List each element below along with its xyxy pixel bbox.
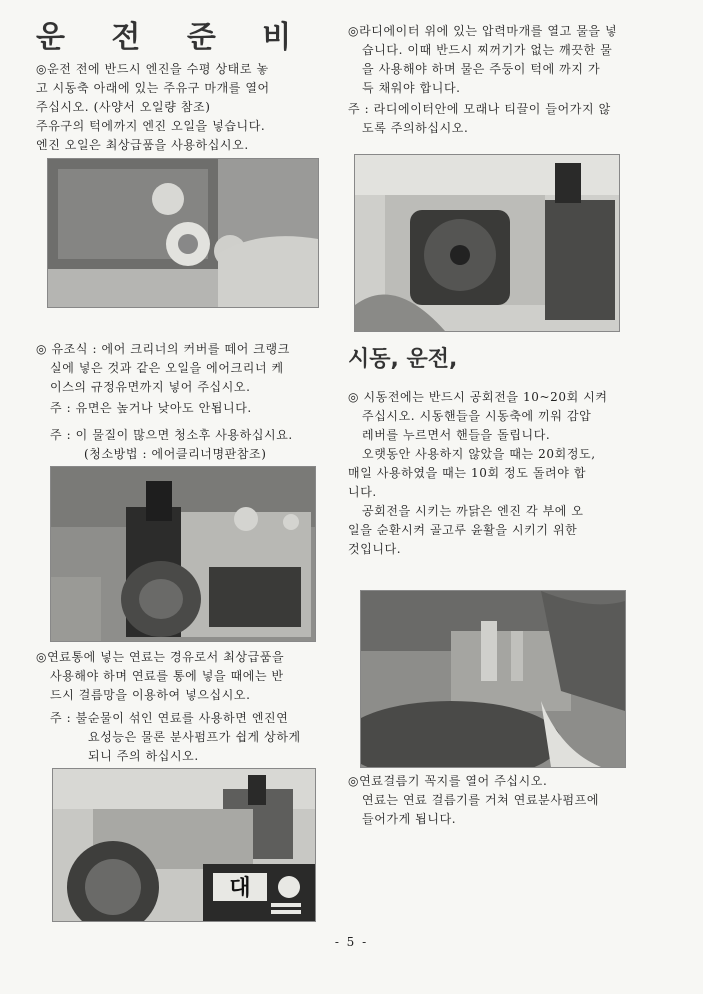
photo-oil-filler bbox=[47, 158, 319, 308]
photo-fuel-strainer bbox=[360, 590, 626, 768]
sign-text: 대 bbox=[229, 876, 251, 901]
text-line: 오랫동안 사용하지 않았을 때는 20회정도, bbox=[362, 447, 596, 461]
text-line: 습니다. 이때 반드시 찌꺼기가 없는 깨끗한 물 bbox=[362, 43, 613, 57]
text-line: 레버를 누르면서 핸들을 돌립니다. bbox=[362, 428, 551, 442]
photo-air-cleaner bbox=[50, 466, 316, 642]
fuel-section bbox=[36, 648, 336, 766]
text-line: 일을 순환시켜 골고루 윤활을 시키기 위한 bbox=[348, 523, 578, 537]
engine-oil-section bbox=[36, 60, 336, 155]
note-line: 주 : 유면은 높거나 낮아도 안됩니다. bbox=[50, 401, 252, 415]
text-line: 것입니다. bbox=[348, 542, 402, 556]
page-number: - 5 - bbox=[334, 935, 369, 949]
text-line: ◎라디에이터 위에 있는 압력마개를 열고 물을 넣 bbox=[348, 24, 618, 38]
text-line: ◎ 시동전에는 반드시 공회전을 10~20회 시켜 bbox=[348, 390, 608, 404]
photo-radiator bbox=[354, 154, 620, 332]
text-line: 주십시오. (사양서 오일량 참조) bbox=[36, 100, 211, 114]
radiator-section bbox=[348, 22, 668, 138]
text-line: 드시 걸름망을 이용하여 넣으십시오. bbox=[50, 688, 251, 702]
text-line: 엔진 오일은 최상급품을 사용하십시오. bbox=[36, 138, 249, 152]
photo-tractor-side bbox=[52, 768, 316, 922]
text-line: 득 채워야 합니다. bbox=[362, 81, 461, 95]
note-line: 주 : 불순물이 섞인 연료를 사용하면 엔진연 bbox=[50, 711, 289, 725]
note-line: 주 : 라디에이터안에 모래나 티끌이 들어가지 않 bbox=[348, 102, 611, 116]
text-line: 이스의 규정유면까지 넣어 주십시오. bbox=[50, 380, 251, 394]
page-title: 운 전 준 비 bbox=[36, 20, 310, 55]
text-line: ◎운전 전에 반드시 엔진을 수평 상태로 놓 bbox=[36, 62, 269, 76]
note-line: 되니 주의 하십시오. bbox=[88, 749, 199, 763]
text-line: ◎연료걸름기 꼭지를 열어 주십시오. bbox=[348, 774, 548, 788]
text-line: 공회전을 시키는 까닭은 엔진 각 부에 오 bbox=[362, 504, 584, 518]
text-line: ◎ 유조식 : 에어 크리너의 커버를 떼어 크랭크 bbox=[36, 342, 290, 356]
text-line: 연료는 연료 걸름기를 거쳐 연료분사펌프에 bbox=[362, 793, 600, 807]
note-line: 요성능은 물론 분사펌프가 쉽게 상하게 bbox=[88, 730, 301, 744]
text-line: 매일 사용하였을 때는 10회 정도 돌려야 합 bbox=[348, 466, 587, 480]
text-line: 주유구의 턱에까지 엔진 오일을 넣습니다. bbox=[36, 119, 266, 133]
text-line: 고 시동축 아래에 있는 주유구 마개를 열어 bbox=[36, 81, 270, 95]
text-line: ◎연료통에 넣는 연료는 경유로서 최상급품을 bbox=[36, 650, 285, 664]
starting-section bbox=[348, 346, 668, 559]
left-column bbox=[36, 20, 336, 155]
section-heading: 시동, 운전, bbox=[348, 347, 458, 372]
text-line: 니다. bbox=[348, 485, 377, 499]
note-line: (청소방법 : 에어클리너명판참조) bbox=[84, 447, 267, 461]
text-line: 을 사용해야 하며 물은 주둥이 턱에 까지 가 bbox=[362, 62, 601, 76]
text-line: 주십시오. 시동핸들을 시동축에 끼워 감압 bbox=[362, 409, 592, 423]
text-line: 사용해야 하며 연료를 통에 넣을 때에는 반 bbox=[50, 669, 284, 683]
fuel-strainer-section bbox=[348, 772, 668, 829]
note-line: 주 : 이 물질이 많으면 청소후 사용하십시요. bbox=[50, 428, 293, 442]
text-line: 실에 넣은 것과 같은 오일을 에어크리너 케 bbox=[50, 361, 284, 375]
note-line: 도록 주의하십시오. bbox=[362, 121, 469, 135]
text-line: 들어가게 됩니다. bbox=[362, 812, 457, 826]
air-cleaner-section bbox=[36, 340, 336, 464]
